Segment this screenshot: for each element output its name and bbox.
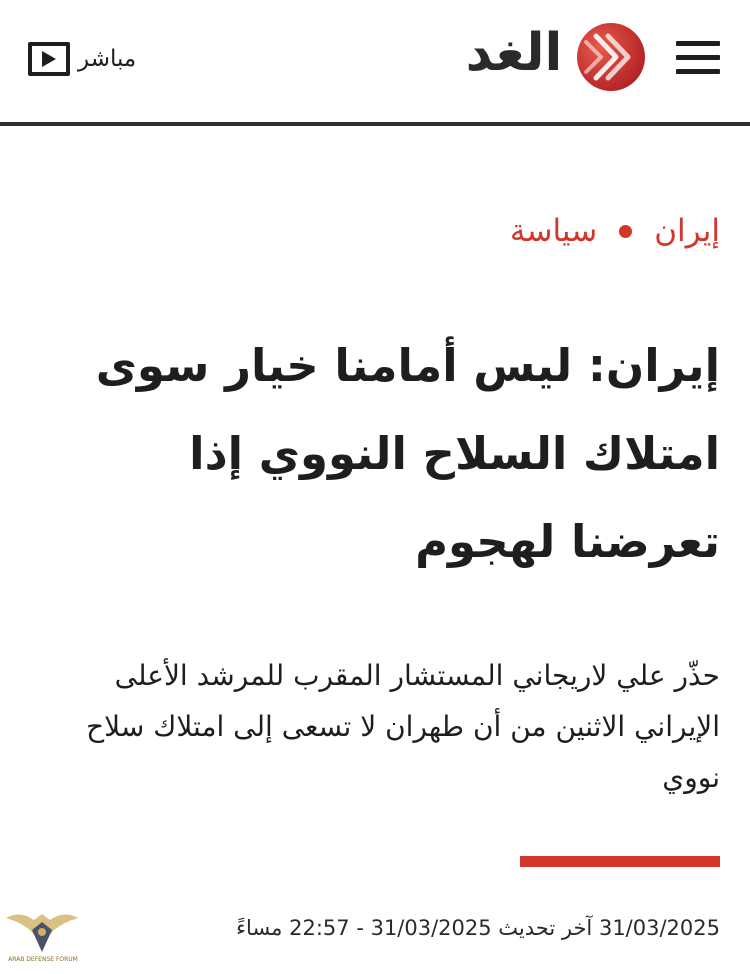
watermark-text: ARAB DEFENSE FORUM <box>8 956 78 963</box>
accent-divider <box>520 856 720 867</box>
menu-bar <box>676 41 720 46</box>
breadcrumb <box>510 208 720 254</box>
play-icon <box>28 42 70 76</box>
site-header <box>0 0 750 126</box>
logo-icon[interactable] <box>576 22 646 92</box>
article-title: إيران: ليس أمامنا خيار سوى امتلاك السلاح النووي إذا تعرضنا لهجوم <box>95 339 720 568</box>
live-label: مباشر <box>78 46 137 72</box>
article-summary: حذّر علي لاريجاني المستشار المقرب للمرشد الأعلى الإيراني الاثنين من أن طهران لا تسعى إلى امتلاك سلاح نووي <box>86 659 720 794</box>
menu-bar <box>676 55 720 60</box>
menu-bar <box>676 69 720 74</box>
logo-wordmark[interactable]: الغد <box>465 23 563 83</box>
breadcrumb-item-iran[interactable]: إيران <box>654 213 720 249</box>
menu-button[interactable] <box>676 41 720 75</box>
breadcrumb-separator-dot <box>619 225 632 238</box>
live-button[interactable] <box>28 40 136 78</box>
breadcrumb-item-politics[interactable]: سياسة <box>509 213 598 249</box>
article-dates: 31/03/2025 آخر تحديث 31/03/2025 - 22:57 مساءً <box>236 916 720 940</box>
